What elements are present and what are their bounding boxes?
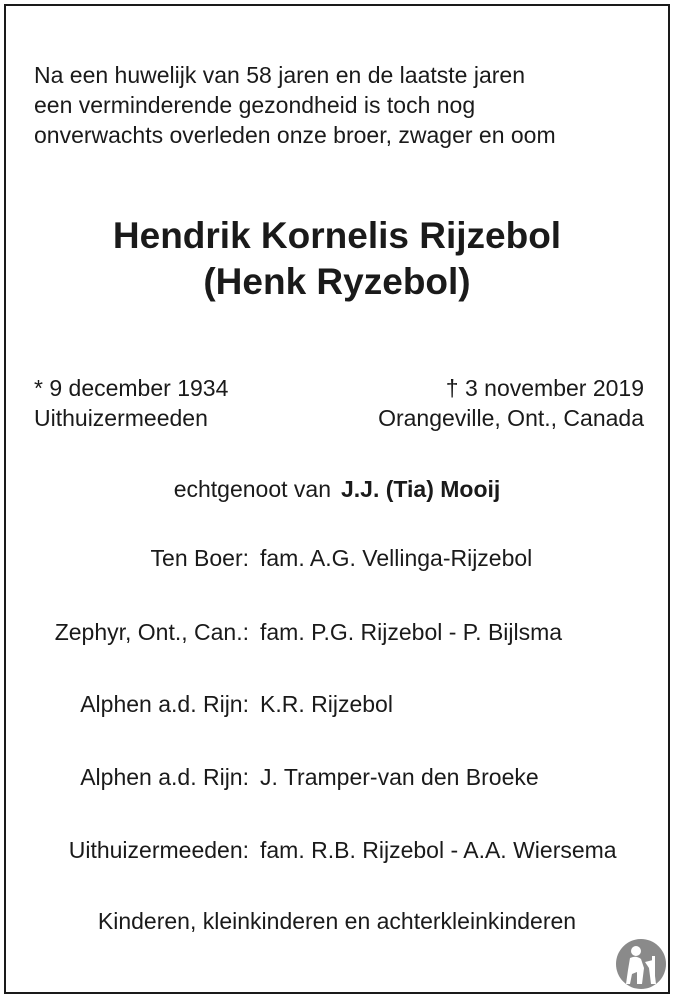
relative-place: Ten Boer: <box>150 545 249 571</box>
dates-row <box>34 373 644 403</box>
spouse-name: J.J. (Tia) Mooij <box>340 476 501 502</box>
relative-name: J. Tramper-van den Broeke <box>260 764 539 790</box>
spouse-line <box>4 476 670 503</box>
deceased-name: Hendrik Kornelis Rijzebol <box>112 215 562 256</box>
intro-line: Na een huwelijk van 58 jaren en de laatste jaren <box>34 62 525 88</box>
intro-text <box>34 60 644 150</box>
deceased-name-block <box>4 213 670 305</box>
intro-line: een verminderende gezondheid is toch nog <box>34 92 476 118</box>
relative-name: K.R. Rijzebol <box>260 691 393 717</box>
intro-line: onverwachts overleden onze broer, zwager en oom <box>34 122 556 148</box>
birth-date: * 9 december 1934 <box>34 375 229 401</box>
relative-place: Zephyr, Ont., Can.: <box>54 619 249 645</box>
places-row <box>34 403 644 433</box>
deceased-alias: (Henk Ryzebol) <box>203 261 471 302</box>
relative-place: Alphen a.d. Rijn: <box>80 691 249 717</box>
closing-line: Kinderen, kleinkinderen en achterkleinkinderen <box>97 908 577 934</box>
relative-name: fam. A.G. Vellinga-Rijzebol <box>260 545 533 571</box>
mourning-figure-icon <box>615 938 667 990</box>
relative-name: fam. P.G. Rijzebol - P. Bijlsma <box>260 619 563 645</box>
relative-name: fam. R.B. Rijzebol - A.A. Wiersema <box>260 837 617 863</box>
relative-place: Alphen a.d. Rijn: <box>80 764 249 790</box>
birth-place: Uithuizermeeden <box>34 405 208 431</box>
death-place: Orangeville, Ont., Canada <box>378 405 644 431</box>
dates-block <box>34 373 644 433</box>
death-date: † 3 november 2019 <box>445 375 644 401</box>
spouse-prefix: echtgenoot van <box>173 476 331 502</box>
relative-place: Uithuizermeeden: <box>68 837 249 863</box>
